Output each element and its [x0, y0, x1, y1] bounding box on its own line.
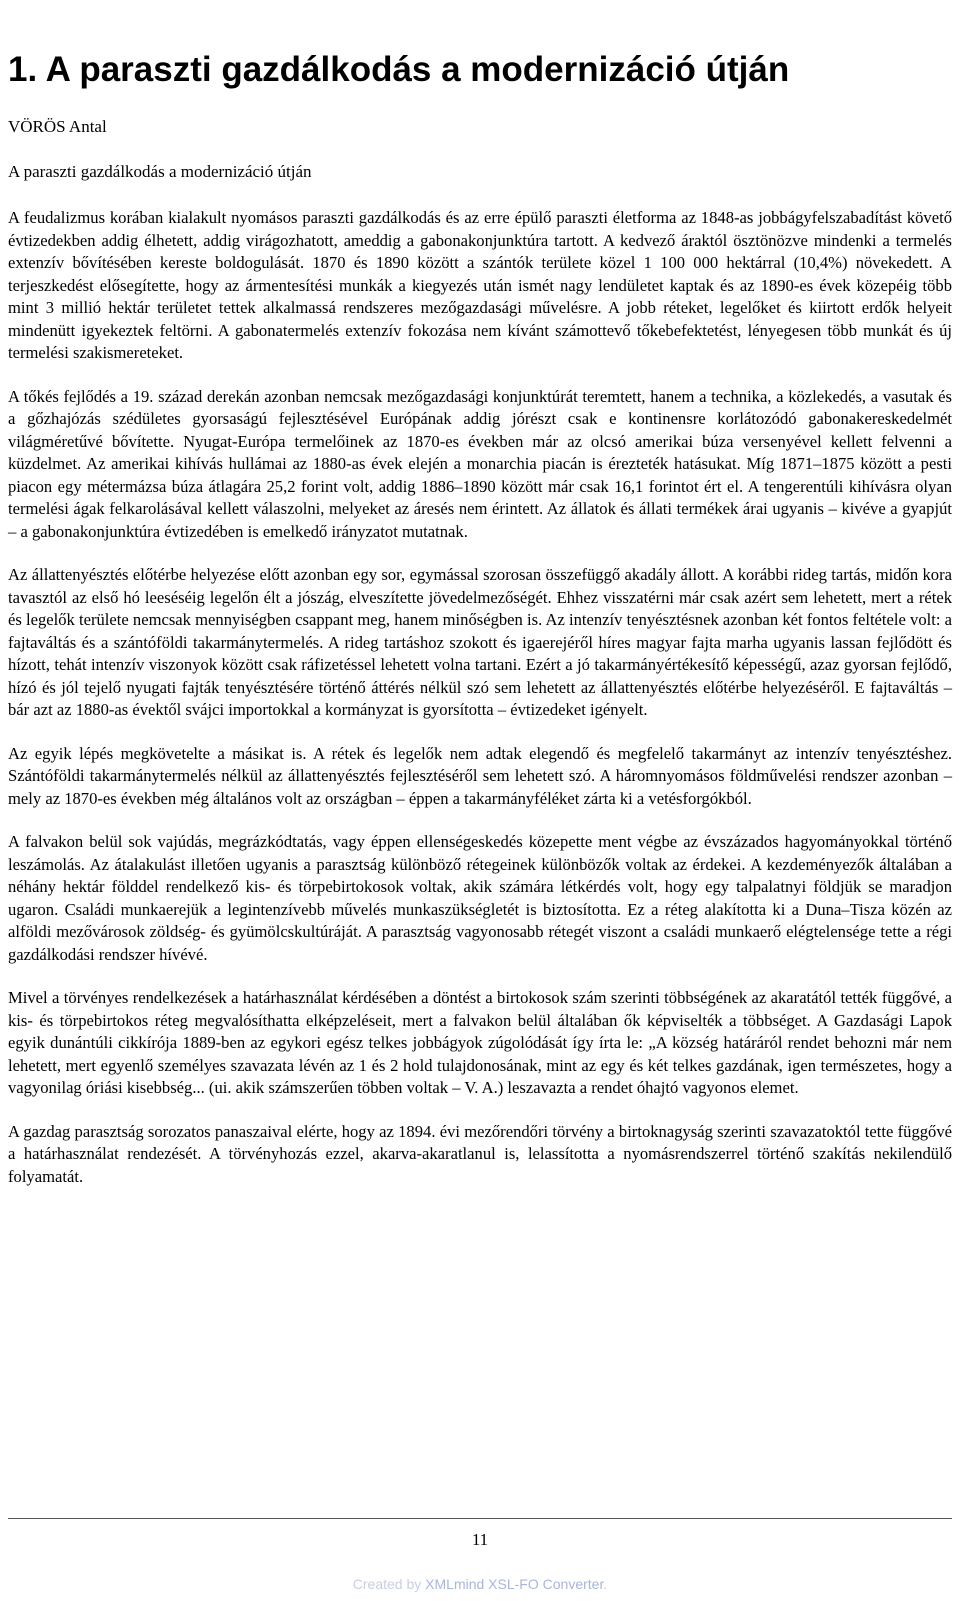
- paragraph: A gazdag parasztság sorozatos panaszaival elérte, hogy az 1894. évi mezőrendőri törvény a birtoknagyság szerinti szavazatoktól tette függővé a határhasználat rendezését. A törvényhozás ezzel, akarva-akaratlanul is, lelassította a nyomásrendszerrel történő szakítás nekilendülő folyamatát.: [8, 1121, 952, 1186]
- watermark-prefix: Created by: [352, 1576, 426, 1592]
- footer-divider: [8, 1518, 952, 1519]
- paragraph: Az állattenyésztés előtérbe helyezése előtt azonban egy sor, egymással szorosan összefüggő akadály állott. A korábbi rideg tartás, midőn kora tavasztól az első hó leeséséig legelőn élt a jószág, elveszítette jövedelmezőségét. Ehhez visszatérni már csak azért sem lehetett, mert a rétek és legelők területe nemcsak mennyiségben csappant meg, hanem minőségben is. Az intenzív tenyésztésnek azonban két fontos feltétele volt: a fajtaváltás és a szántóföldi takarmánytermelés. A rideg tartáshoz szokott és igaerejéről híres magyar fajta marha ugyanis lassan fejlődött és hízott, tehát intenzív viszonyok között csak ráfizetéssel lehetett volna tartani. Ezért a jó takarmányértékesítő képességű, azaz gyorsan fejlődő, hízó és jól tejelő nyugati fajták tenyésztésére történő áttérés nélkül szó sem lehetett az állattenyésztés előtérbe helyezéséről. E fajtaváltás – bár azt az 1880-as évektől svájci importokkal a kormányzat is gyorsította – évtizedeket igényelt.: [8, 565, 952, 719]
- page-number: 11: [471, 1530, 489, 1549]
- body-text: [8, 207, 952, 1209]
- paragraph: Az egyik lépés megkövetelte a másikat is. A rétek és legelők nem adtak elegendő és megfelelő takarmányt az intenzív tenyésztéshez. Szántóföldi takarmánytermelés nélkül az állattenyésztés fejlesztéséről sem lehetett szó. A háromnyomásos földművelési rendszer azonban – mely az 1870-es években még általános volt az országban – éppen a takarmányféléket zárta ki a vetésforgókból.: [8, 743, 952, 808]
- section-subtitle: A paraszti gazdálkodás a modernizáció útján: [8, 162, 312, 181]
- converter-watermark: [8, 1574, 952, 1594]
- paragraph: A falvakon belül sok vajúdás, megrázkódtatás, vagy éppen ellenségeskedés közepette ment végbe az évszázados hagyományokkal történő leszámolás. Az átalakulást illetően ugyanis a parasztság különböző rétegeinek különbözők voltak az érdekei. A kezdeményezők általában a néhány hektár földdel rendelkező kis- és törpebirtokosok voltak, akik számára létkérdés volt, hogy egy talpalatnyi földjük se maradjon ugaron. Családi munkaerejük a legintenzívebb művelés munkaszükségletét is biztosította. Ez a réteg alakította ki a Duna–Tisza közén az alföldi mezővárosok zöldség- és gyümölcskultúráját. A parasztság vagyonosabb rétegét viszont a családi munkaerő elégtelensége tette a régi gazdálkodási rendszer hívévé.: [8, 832, 952, 964]
- paragraph: A tőkés fejlődés a 19. század derekán azonban nemcsak mezőgazdasági konjunktúrát teremtett, hanem a technika, a közlekedés, a vasutak és a gőzhajózás szédületes gyorsaságú fejlesztésével Európának addig jórészt csak e kontinensre korlátozódó gabonakereskedelmét világméretűvé bővítette. Nyugat-Európa termelőinek az 1870-es években már az olcsó amerikai búza versenyével kellett felvenni a küzdelmet. Az amerikai kihívás hullámai az 1880-as évek elején a monarchia piacán is érezteték hatásukat. Míg 1871–1875 között a pesti piacon egy métermázsa búza átlagára 25,2 forint volt, addig 1886–1890 között már csak 16,1 forintot ért el. A tengerentúli kihívásra olyan termelési ágak felkarolásával kellett válaszolni, melyeket az áresés nem érintett. Az állatok és állati termékek árai ugyanis – kivéve a gyapjút – a gabonakonjunktúra évtizedében is emelkedő irányzatot mutatnak.: [8, 386, 952, 541]
- author-name: VÖRÖS Antal: [8, 117, 107, 136]
- paragraph: Mivel a törvényes rendelkezések a határhasználat kérdésében a döntést a birtokosok szám szerinti többségének az akaratától tették függővé, a kis- és törpebirtokos réteg megvalósíthatta elképzeléseit, mert a falvakon belül általában ők képviselték a többséget. A Gazdasági Lapok egyik dunántúli cikkírója 1889-ben az egykori egész telkes jobbágyok zúgolódását így írta le: „A község határáról rendet behozni már nem lehetett, mert egyenlő személyes szavazata lévén az 1 és 2 hold tulajdonosának, mint az egy és két telkes gazdának, igen természetes, hogy a vagyonilag óriási kisebbség... (ui. akik számszerűen többen voltak – V. A.) leszavazta a rendet óhajtó vagyonos elemet.: [8, 988, 952, 1097]
- chapter-title: 1. A paraszti gazdálkodás a modernizáció útján: [8, 50, 790, 89]
- watermark-brand-link[interactable]: XMLmind XSL-FO Converter: [425, 1576, 604, 1592]
- paragraph: A feudalizmus korában kialakult nyomásos paraszti gazdálkodás és az erre épülő paraszti életforma az 1848-as jobbágyfelszabadítást követő évtizedekben addig élhetett, addig virágozhatott, ameddig a gabonakonjunktúra tartott. A kedvező áraktól ösztönözve mindenki a termelés extenzív bővítésében kereste boldogulását. 1870 és 1890 között a szántók területe közel 1 100 000 hektárral (10,4%) növekedett. A terjeszkedést elősegítette, hogy az ármentesítési munkák a kiegyezés után ismét nagy lendületet kaptak és az 1890-es évek közepéig több mint 3 millió hektár területet tettek alkalmassá rendszeres mezőgazdasági művelésre. A jobb réteket, legelőket és kiirtott erdők helyeit mindenütt igyekeztek feltörni. A gabonatermelés extenzív fokozása nem kívánt számottevő tőkebefektetést, lényegesen több munkát és új termelési szakismereteket.: [8, 208, 952, 362]
- watermark-suffix: .: [603, 1576, 608, 1592]
